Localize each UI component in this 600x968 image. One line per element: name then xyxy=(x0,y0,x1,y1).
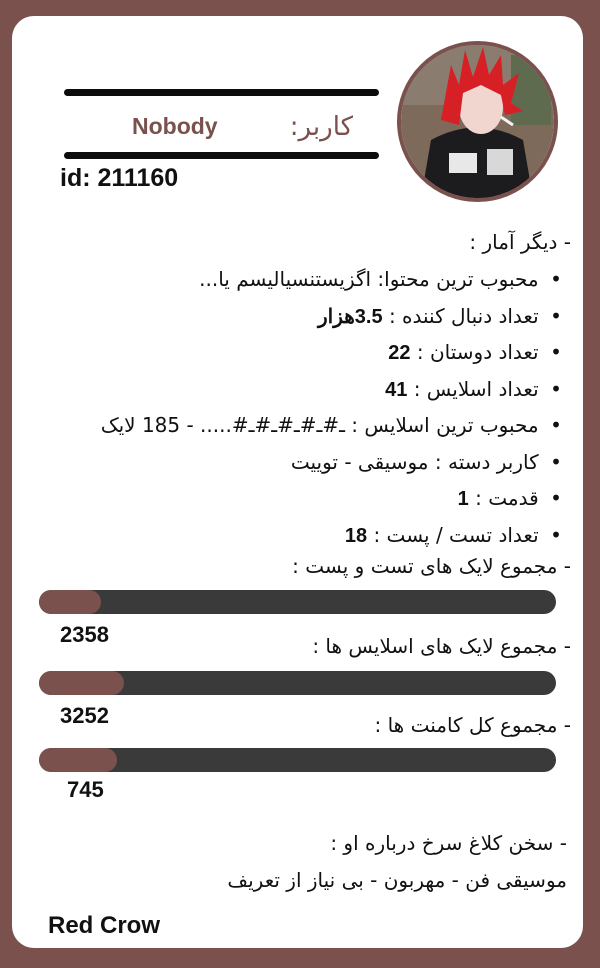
progress-bar xyxy=(39,671,556,695)
stat-value: 3.5هزار xyxy=(317,305,383,328)
stat-item xyxy=(47,371,567,408)
bullet-icon: • xyxy=(550,486,562,510)
stat-item xyxy=(47,261,567,298)
stat-value: 22 xyxy=(388,342,411,364)
metric-label: - مجموع لایک های تست و پست : xyxy=(292,554,571,578)
bullet-icon: • xyxy=(550,303,562,328)
bullet-icon: • xyxy=(550,449,562,474)
progress-bar xyxy=(39,748,556,772)
metric-value: 3252 xyxy=(60,703,109,728)
stat-label: تعداد دوستان : xyxy=(416,340,539,364)
stat-label: قدمت : xyxy=(475,486,539,510)
metric-value: 2358 xyxy=(60,622,109,647)
progress-fill xyxy=(39,748,117,772)
stat-item xyxy=(47,298,567,335)
stat-label: کاربر دسته : xyxy=(434,449,539,474)
bullet-icon: • xyxy=(550,376,562,401)
stat-label: تعداد اسلایس : xyxy=(413,376,539,401)
metric-label: - مجموع کل کامنت ها : xyxy=(374,713,571,737)
bullet-icon: • xyxy=(550,340,562,364)
user-id: id: 211160 xyxy=(60,164,179,192)
stat-value: 18 xyxy=(344,524,368,547)
note-body: موسیقی فن - مهربون - بی نیاز از تعریف xyxy=(227,868,567,892)
stat-value: ـ#ـ#ـ#ـ#ـ#..... - 185 لایک xyxy=(100,413,345,437)
signature: Red Crow xyxy=(48,912,161,939)
avatar[interactable] xyxy=(397,41,558,202)
stat-item xyxy=(47,444,567,481)
bullet-icon: • xyxy=(550,267,562,291)
stat-label: محبوب ترین اسلایس : xyxy=(351,413,539,437)
metric-value: 745 xyxy=(67,777,104,802)
stat-label: محبوب ترین محتوا: xyxy=(377,267,539,291)
stat-value: 41 xyxy=(385,378,408,401)
stat-label: تعداد دنبال کننده : xyxy=(388,303,539,328)
bottom-divider xyxy=(64,152,379,159)
bullet-icon: • xyxy=(550,522,562,547)
stat-value: 1 xyxy=(457,488,469,510)
stat-value: موسیقی - توییت xyxy=(290,449,429,474)
note-header: - سخن کلاغ سرخ درباره او : xyxy=(330,831,567,855)
punk-avatar-icon xyxy=(401,45,554,198)
stat-item xyxy=(47,334,567,371)
username: Nobody xyxy=(132,113,218,139)
stats-list xyxy=(47,261,567,553)
profile-card xyxy=(12,16,583,948)
stat-item xyxy=(47,517,567,554)
stat-item xyxy=(47,480,567,517)
bullet-icon: • xyxy=(550,413,562,437)
metric-label: - مجموع لایک های اسلایس ها : xyxy=(312,634,571,658)
progress-fill xyxy=(39,590,101,614)
stat-label: تعداد تست / پست : xyxy=(373,522,539,547)
stats-header: - دیگر آمار : xyxy=(469,230,571,254)
progress-fill xyxy=(39,671,124,695)
stat-value: اگزیستنسیالیسم یا... xyxy=(199,267,372,291)
top-divider xyxy=(64,89,379,96)
user-label: کاربر: xyxy=(289,112,353,142)
stat-item xyxy=(47,407,567,444)
progress-bar xyxy=(39,590,556,614)
